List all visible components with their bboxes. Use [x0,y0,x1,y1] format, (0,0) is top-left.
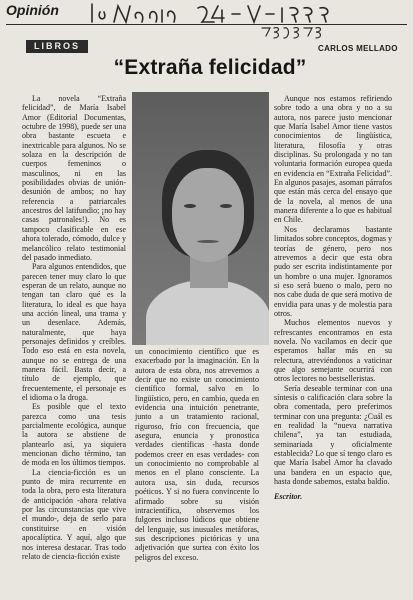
photo-eye-right [220,204,232,208]
photo-eye-left [184,204,196,208]
article-headline: “Extraña felicidad” [113,56,307,79]
paragraph: Sería deseable terminar con una síntesis o calificación clara sobre la obra comentada, pero preferimos terminar con una pregunta: ¿Cuál es en realidad la “nueva narrativa chilena”, ya tan estudiada, seminariada y oficialmente establecida? Lo que sí tengo claro es que María Isabel Amor ha clavado una bandera en un espacio que, hasta donde sabemos, estaba baldío. [274,383,392,487]
article-column-3 [274,94,392,502]
author-photo [132,92,269,345]
handwritten-source-strokes [92,4,175,22]
byline-author: CARLOS MELLADO [318,44,398,53]
handwritten-date-strokes [198,6,328,22]
masthead-rule [6,24,407,25]
paragraph: La novela “Extraña felicidad”, de María Isabel Amor (Editorial Documentas, octubre de 1998), puede ser una obra bastante escueta e inextricable para algunos. No se solaza en la descripción de cuerpos femeninos o masculinos, ni en las posibilidades obvias de unión-desunión de ambos; no hay referencia a patriarcales ancestros del latifundio; ¡no hay casas patronales!). No es tampoco clasificable en ese ahora tolerado, cómodo, dulce y melancólico relato testimonial del pasado inmediato. [22,94,126,262]
paragraph: Aunque nos estamos refiriendo sobre todo a una obra y no a su autora, nos parece justo mencionar que María Isabel Amor tiene vastos conocimientos de lingüística, literatura, filosofía y otras disciplinas. Su prolongada y no tan voluntaria formación europea queda en evidencia en “Extraña Felicidad”. En algunos pasajes, asoman párrafos que están más cerca del ensayo que de la novela, al menos de una manera diferente a lo que es habitual en Chile. [274,94,392,225]
section-name: Opinión [6,2,59,18]
handwritten-code-strokes [262,28,321,38]
paragraph: Para algunos entendidos, que parecen tener muy claro lo que esperan de un relato, aunque no tengan tan claro qué es la literatura, lo ideal es que haya una acción lineal, una trama y un desenlace. Además, naturalmente, que haya personajes definidos y creíbles. Todo eso está en esta novela, aunque no se entrega de una manera fácil. Basta decir, a título de ejemplo, que frecuentemente, el personaje es el idioma o la droga. [22,262,126,402]
handwritten-annotations [0,0,413,40]
photo-mouth [197,240,219,243]
article-column-1 [22,94,126,561]
paragraph: Muchos elementos nuevos y refrescantes encontramos en esta novela. No vacilamos en decir que esperamos hallar más en su relectura, atreviéndonos a vaticinar que algo semejante ocurrirá con otros lectores no bestselleristas. [274,318,392,384]
paragraph: La ciencia-ficción es un punto de mira recurrente en toda la obra, pero esta literatura de anticipación -ahora relativa por las circunstancias que vive el mundo-, deja de serlo para constituirse en visión apocalíptica. Y aquí, algo que nos interesa destacar. Tras todo relato de ciencia-ficción existe [22,467,126,561]
author-signature: Escritor. [274,492,303,502]
section-rubric: LIBROS [26,40,88,53]
paragraph: Es posible que el texto parezca como una tesis parcialmente ecológica, aunque la autora se abstiene de plantearlo así, ya siquiera mencionan dicho término, tan de moda en los últimos tiempos. [22,402,126,468]
article-column-2 [135,347,259,562]
paragraph: un conocimiento científico que es exacerbado por la imaginación. En la autora de esta obra, nos atrevemos a decir que no existe un conocimiento científico formal, salvo en lo lingüístico, pero, en cambio, queda en evidencia una intuición penetrante, junto a un tratamiento racional, riguroso, frío con frecuencia, que asegura, enuncia y pronostica verdades científicas -hasta donde podemos creer en esas verdades- con un conocimiento no comprobable al menos en el plano consciente. La autora usa, sin duda, recursos poéticos. Y si no fuera convincente lo afirmado sobre su visión intracientífica, observemos los fulgores incluso lúdicos que obtiene del lenguaje, sus inusuales metáforas, sus descripciones pictóricas y una adjetivación que surtea con éxito los peligros del exceso. [135,347,259,562]
photo-face [172,168,244,262]
paragraph: Nos declaramos bastante limitados sobre conceptos, dogmas y teorías de género, pero nos atrevemos a decir que esta obra pudo ser escrita indistintamente por un hombre o una mujer. Ignoramos si eso será bueno o malo, pero no nos cabe duda de que será motivo de envidia para unas y de molestia para otros. [274,224,392,318]
photo-shirt [146,280,269,345]
